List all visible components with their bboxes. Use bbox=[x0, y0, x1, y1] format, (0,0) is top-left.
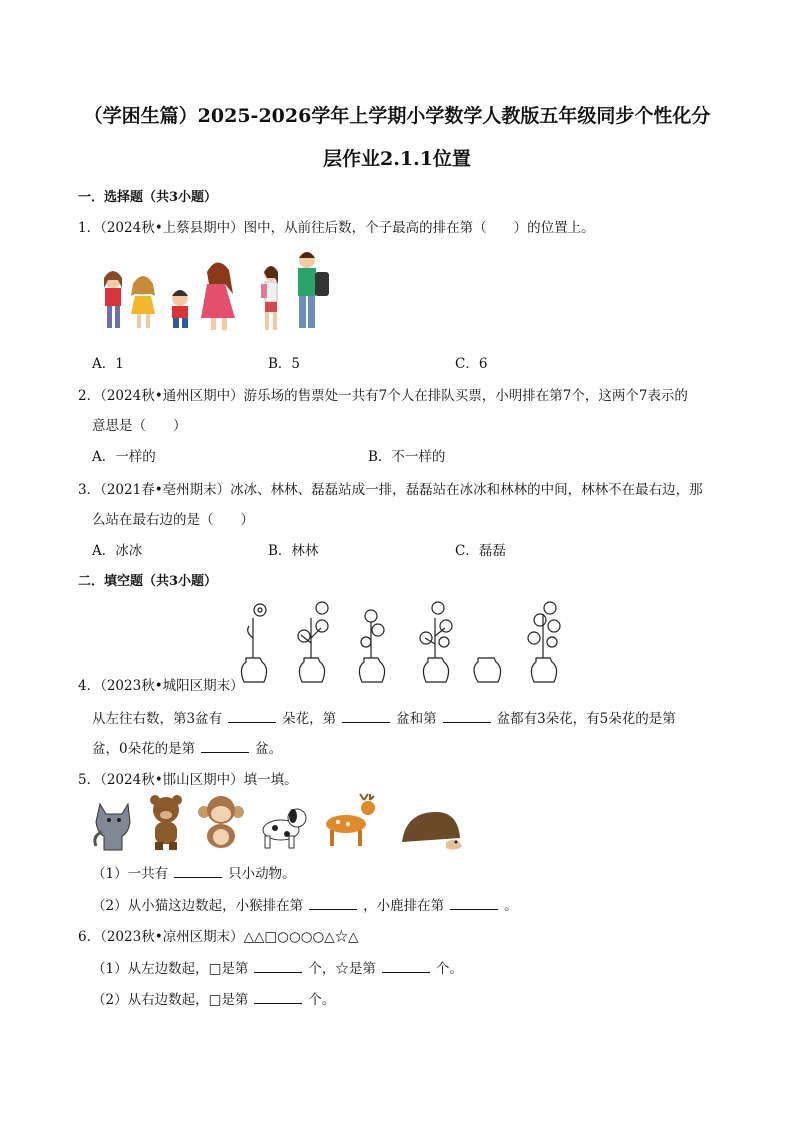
pot-2 bbox=[298, 602, 328, 682]
section-fill-heading: 二．填空题（共3小题） bbox=[78, 574, 218, 589]
page-title-line2: 层作业2.1.1位置 bbox=[323, 148, 471, 170]
pot-1 bbox=[241, 604, 266, 682]
flower-pots-illustration bbox=[236, 598, 566, 688]
answer-blank[interactable] bbox=[309, 897, 357, 910]
small-boy-person bbox=[172, 290, 188, 328]
question-6-label: 6．（2023秋•凉州区期末）△△□○○○○△☆△ bbox=[78, 929, 359, 945]
hedgehog-animal bbox=[402, 812, 462, 850]
question-3-line2: 么站在最右边的是（ ） bbox=[92, 512, 254, 528]
pot-3 bbox=[359, 610, 384, 682]
woman-pink-person bbox=[201, 262, 235, 330]
girl-backpack-person bbox=[261, 266, 278, 330]
answer-blank[interactable] bbox=[443, 710, 491, 723]
answer-blank[interactable] bbox=[174, 865, 222, 878]
q2-option-b: B．不一样的 bbox=[368, 449, 446, 465]
section-choice-heading: 一．选择题（共3小题） bbox=[78, 190, 218, 205]
bear-animal bbox=[150, 795, 182, 850]
q1-option-c: C．6 bbox=[455, 356, 488, 372]
question-5-sub2: （2）从小猫这边数起，小猴排在第 ，小鹿排在第 。 bbox=[92, 898, 518, 914]
question-1-text: 1．（2024秋•上蔡县期中）图中，从前往后数，个子最高的排在第（ ）的位置上。 bbox=[78, 220, 595, 236]
question-2-line1: 2．（2024秋•通州区期中）游乐场的售票处一共有7个人在排队买票，小明排在第7个，这两个7表示的 bbox=[78, 388, 688, 404]
question-6-sub1: （1）从左边数起，□是第 个，☆是第 个。 bbox=[92, 961, 463, 977]
animals-illustration bbox=[92, 794, 462, 852]
pot-5 bbox=[474, 658, 501, 682]
answer-blank[interactable] bbox=[201, 740, 249, 753]
pot-6 bbox=[528, 602, 560, 682]
question-2-line2: 意思是（ ） bbox=[92, 418, 187, 434]
q3-option-c: C．磊磊 bbox=[455, 543, 506, 559]
page-title-line1: （学困生篇）2025-2026学年上学期小学数学人教版五年级同步个性化分 bbox=[83, 105, 711, 127]
question-4-label: 4．（2023秋•城阳区期末） bbox=[78, 678, 244, 694]
walking-people-illustration bbox=[95, 250, 340, 335]
q2-option-a: A．一样的 bbox=[92, 449, 156, 465]
answer-blank[interactable] bbox=[450, 897, 498, 910]
q1-option-b: B．5 bbox=[268, 356, 301, 372]
answer-blank[interactable] bbox=[342, 710, 390, 723]
girl-red-person bbox=[104, 271, 122, 328]
answer-blank[interactable] bbox=[254, 991, 302, 1004]
question-5-label: 5．（2024秋•邯山区期中）填一填。 bbox=[78, 772, 298, 788]
question-3-line1: 3．（2021春•亳州期末）冰冰、林林、磊磊站成一排，磊磊站在冰冰和林林的中间，林林不在最右边，那 bbox=[78, 482, 703, 498]
deer-animal bbox=[326, 794, 375, 846]
answer-blank[interactable] bbox=[228, 710, 276, 723]
q3-option-a: A．冰冰 bbox=[92, 543, 143, 559]
dog-animal bbox=[263, 809, 306, 848]
answer-blank[interactable] bbox=[382, 960, 430, 973]
q3-option-b: B．林林 bbox=[268, 543, 319, 559]
pot-4 bbox=[420, 602, 452, 682]
tall-man-person bbox=[298, 252, 329, 328]
monkey-animal bbox=[198, 796, 244, 848]
question-4-line2: 盆，0朵花的是第 盆。 bbox=[92, 741, 283, 757]
question-5-sub1: （1）一共有 只小动物。 bbox=[92, 866, 296, 882]
answer-blank[interactable] bbox=[254, 960, 302, 973]
question-6-sub2: （2）从右边数起，□是第 个。 bbox=[92, 992, 336, 1008]
cat-animal bbox=[95, 804, 130, 850]
q1-option-a: A．1 bbox=[92, 356, 124, 372]
question-4-line1: 从左往右数，第3盆有 朵花，第 盆和第 盆都有3朵花，有5朵花的是第 bbox=[92, 711, 676, 727]
girl-yellow-person bbox=[131, 276, 155, 328]
